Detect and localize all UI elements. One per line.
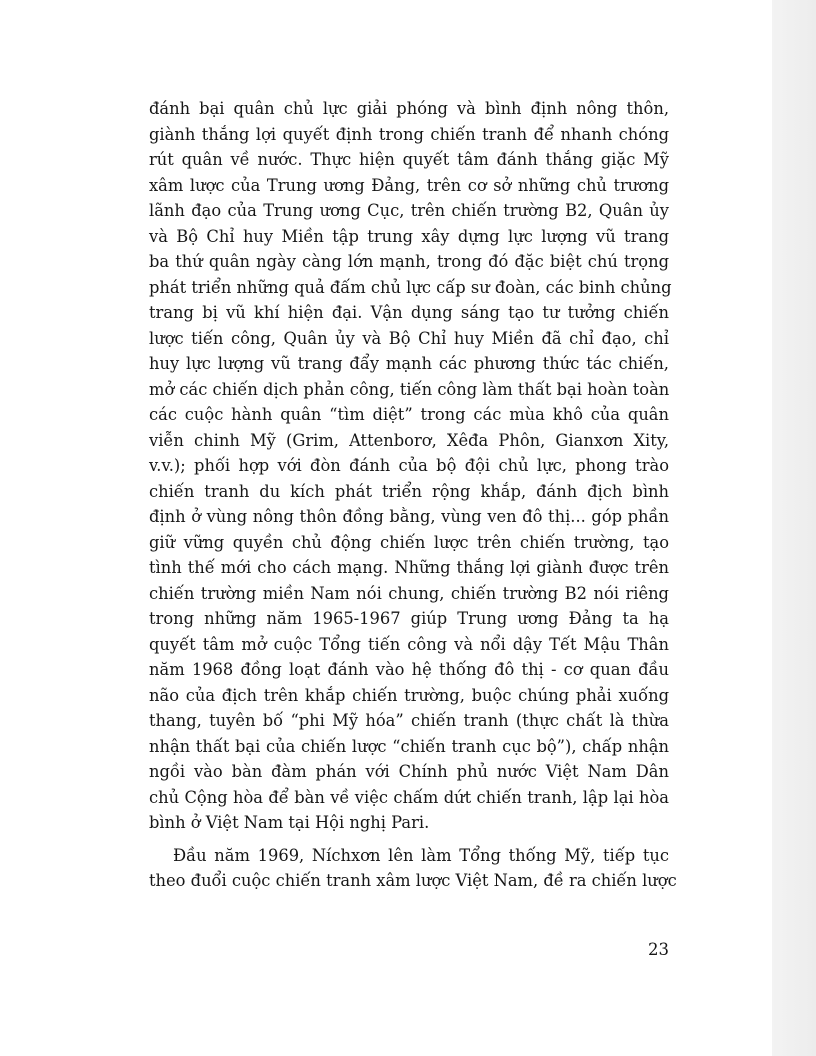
text-line: trong những năm 1965-1967 giúp Trung ương Đảng ta hạ bbox=[149, 609, 669, 628]
text-line: lược tiến công, Quân ủy và Bộ Chỉ huy Miền đã chỉ đạo, chỉ bbox=[149, 328, 669, 348]
text-line: huy lực lượng vũ trang đẩy mạnh các phương thức tác chiến, bbox=[149, 354, 669, 373]
text-line: rút quân về nước. Thực hiện quyết tâm đánh thắng giặc Mỹ bbox=[149, 150, 669, 169]
text-line: Đầu năm 1969, Níchxơn lên làm Tổng thống Mỹ, tiếp tục bbox=[173, 845, 669, 865]
text-line: ngồi vào bàn đàm phán với Chính phủ nước Việt Nam Dân bbox=[149, 762, 669, 781]
text-line: theo đuổi cuộc chiến tranh xâm lược Việt Nam, đề ra chiến lược bbox=[149, 871, 677, 890]
text-line: bình ở Việt Nam tại Hội nghị Pari. bbox=[149, 813, 430, 832]
text-line: mở các chiến dịch phản công, tiến công làm thất bại hoàn toàn bbox=[149, 379, 670, 399]
text-line: và Bộ Chỉ huy Miền tập trung xây dựng lực lượng vũ trang bbox=[149, 226, 669, 246]
text-line: năm 1968 đồng loạt đánh vào hệ thống đô thị - cơ quan đầu bbox=[149, 660, 669, 679]
paragraph-gap bbox=[149, 836, 669, 843]
text-line: não của địch trên khắp chiến trường, buộc chúng phải xuống bbox=[149, 685, 669, 705]
text-line: ba thứ quân ngày càng lớn mạnh, trong đó đặc biệt chú trọng bbox=[149, 252, 669, 271]
text-line: viễn chinh Mỹ (Grim, Attenborơ, Xêđa Phôn, Gianxơn Xity, bbox=[149, 430, 669, 450]
text-line: trang bị vũ khí hiện đại. Vận dụng sáng tạo tư tưởng chiến bbox=[149, 303, 669, 322]
text-line: chiến tranh du kích phát triển rộng khắp, đánh địch bình bbox=[149, 481, 669, 501]
text-line: giữ vững quyền chủ động chiến lược trên chiến trường, tạo bbox=[149, 532, 669, 552]
text-line: phát triển những quả đấm chủ lực cấp sư đoàn, các binh chủng bbox=[149, 277, 672, 297]
text-line: giành thắng lợi quyết định trong chiến tranh để nhanh chóng bbox=[149, 124, 669, 144]
scan-edge-shadow bbox=[772, 0, 816, 1056]
text-line: quyết tâm mở cuộc Tổng tiến công và nổi dậy Tết Mậu Thân bbox=[149, 634, 669, 654]
text-line: xâm lược của Trung ương Đảng, trên cơ sở những chủ trương bbox=[149, 175, 669, 195]
text-line: tình thế mới cho cách mạng. Những thắng lợi giành được trên bbox=[149, 558, 669, 577]
body-text bbox=[149, 96, 677, 894]
text-line: nhận thất bại của chiến lược “chiến tranh cục bộ”), chấp nhận bbox=[149, 736, 669, 756]
text-line: các cuộc hành quân “tìm diệt” trong các mùa khô của quân bbox=[149, 405, 669, 424]
text-line: chủ Cộng hòa để bàn về việc chấm dứt chiến tranh, lập lại hòa bbox=[149, 787, 669, 807]
text-line: đánh bại quân chủ lực giải phóng và bình định nông thôn, bbox=[149, 99, 669, 118]
page-number: 23 bbox=[648, 940, 669, 959]
text-line: lãnh đạo của Trung ương Cục, trên chiến trường B2, Quân ủy bbox=[149, 201, 669, 220]
text-line: v.v.); phối hợp với đòn đánh của bộ đội chủ lực, phong trào bbox=[149, 456, 669, 475]
text-line: thang, tuyên bố “phi Mỹ hóa” chiến tranh (thực chất là thừa bbox=[149, 711, 669, 730]
text-line: chiến trường miền Nam nói chung, chiến trường B2 nói riêng bbox=[149, 583, 669, 603]
text-line: định ở vùng nông thôn đồng bằng, vùng ven đô thị... góp phần bbox=[149, 507, 669, 526]
